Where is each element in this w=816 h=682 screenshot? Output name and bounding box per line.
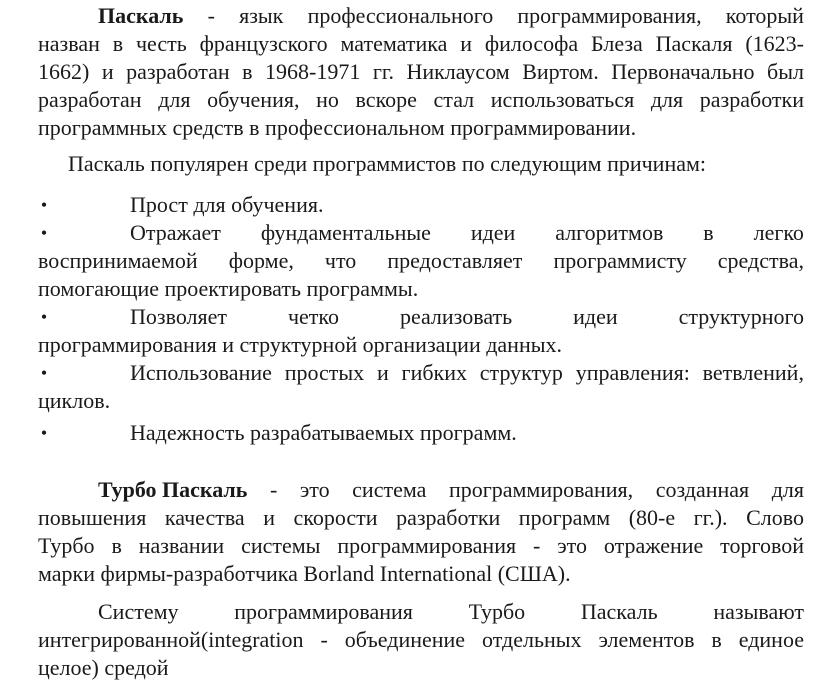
text-line — [130, 303, 804, 331]
word: 1968-1971 — [265, 59, 361, 84]
word: это — [557, 533, 588, 558]
word: для — [771, 477, 804, 502]
word: - — [320, 627, 328, 652]
word: Турбо — [38, 533, 95, 558]
word: разработки — [699, 87, 804, 112]
bullet-icon: • — [40, 195, 48, 215]
text-line — [38, 58, 804, 86]
word: французского — [199, 31, 328, 56]
word: гг.). — [693, 505, 728, 530]
word: повышения — [38, 505, 147, 530]
word: качества — [164, 505, 245, 530]
word: математика — [340, 31, 448, 56]
list-item — [38, 191, 804, 219]
word: управления: — [575, 360, 690, 385]
paragraph-pascal-intro — [38, 2, 804, 142]
text-line — [130, 419, 804, 447]
text-line — [38, 504, 804, 532]
word: обучения, — [207, 87, 300, 112]
word: в — [112, 31, 124, 56]
text: программирования и структурной организации данных. — [38, 332, 563, 357]
word: программирования, — [448, 477, 634, 502]
text-line — [38, 654, 804, 682]
paragraph-integrated-environment — [38, 598, 804, 682]
text-line — [38, 247, 804, 275]
word: Паскаль — [580, 599, 658, 624]
word: (1623- — [745, 31, 804, 56]
word: программирования, — [517, 3, 702, 28]
word: Турбо — [468, 599, 526, 624]
word: Первоначально — [611, 59, 755, 84]
text: помогающие проектировать программы. — [38, 276, 419, 301]
word: гибких — [401, 360, 467, 385]
word: для — [650, 87, 684, 112]
text-line — [38, 331, 804, 359]
word: 1662) — [38, 59, 90, 84]
word: Отражает — [130, 220, 221, 245]
word: отдельных — [482, 627, 582, 652]
word: использоваться — [490, 87, 635, 112]
word: программирования — [337, 533, 517, 558]
word: программирования — [234, 599, 413, 624]
paragraph-turbo-pascal — [38, 476, 804, 588]
text-line — [130, 359, 804, 387]
word: вскоре — [355, 87, 417, 112]
bullet-icon: • — [40, 223, 48, 243]
text-line — [38, 30, 804, 58]
word: - — [269, 477, 278, 502]
text-line — [68, 150, 804, 178]
word: называют — [713, 599, 804, 624]
word: названии — [138, 533, 225, 558]
word: созданная — [655, 477, 750, 502]
text-line — [130, 191, 804, 219]
word: Позволяет — [130, 304, 228, 329]
word: Использование — [130, 360, 272, 385]
word: для — [158, 87, 191, 112]
word: что — [324, 248, 357, 273]
word: в — [242, 59, 253, 84]
text: программных средств в профессиональном программировании. — [38, 115, 637, 140]
bullet-icon: • — [40, 423, 48, 443]
paragraph-reasons-intro — [38, 150, 804, 178]
word: профессионального — [307, 3, 494, 28]
word: - — [533, 533, 541, 558]
list-item — [38, 359, 804, 415]
text-line — [98, 2, 804, 30]
word: и — [460, 31, 472, 56]
word: но — [316, 87, 339, 112]
text: циклов. — [38, 388, 111, 413]
word: ветвлений, — [702, 360, 804, 385]
word: предоставляет — [387, 248, 523, 273]
word: структурного — [678, 304, 804, 329]
list-item — [38, 303, 804, 359]
word: философа — [484, 31, 579, 56]
word: в — [703, 220, 714, 245]
word: четко — [287, 304, 339, 329]
word: гг. — [372, 59, 394, 84]
text-line — [38, 387, 804, 415]
word: Паскаля — [655, 31, 733, 56]
word: Систему — [98, 599, 179, 624]
word: был — [767, 59, 804, 84]
word: Блеза — [591, 31, 643, 56]
text-line — [38, 532, 804, 560]
word: разработан — [38, 87, 142, 112]
word: воспринимаемой — [38, 248, 198, 273]
word: система — [352, 477, 427, 502]
word: программисту — [553, 248, 687, 273]
word: и — [376, 360, 389, 385]
word: элементов — [598, 627, 695, 652]
word: легко — [753, 220, 804, 245]
word: торговой — [720, 533, 804, 558]
word: - — [207, 3, 215, 28]
word: интегрированной(integration — [38, 627, 304, 652]
word: который — [725, 3, 804, 28]
word: системы — [241, 533, 321, 558]
word: форме, — [228, 248, 294, 273]
word: реализовать — [399, 304, 513, 329]
word: структур — [479, 360, 563, 385]
list-item — [38, 419, 804, 447]
text-line — [130, 219, 804, 247]
text-line — [38, 626, 804, 654]
list-item — [38, 219, 804, 303]
word: программ — [518, 505, 611, 530]
text-line — [38, 86, 804, 114]
word: (80-е — [628, 505, 676, 530]
word: Виртом. — [522, 59, 599, 84]
word: идеи — [573, 304, 618, 329]
word: алгоритмов — [555, 220, 664, 245]
reasons-list — [38, 191, 804, 447]
word: и — [101, 59, 114, 84]
word: разработан — [126, 59, 230, 84]
text: марки фирмы-разработчика Borland International (США). — [38, 561, 571, 586]
word: идеи — [470, 220, 516, 245]
word: средства, — [717, 248, 804, 273]
word: честь — [135, 31, 187, 56]
word: фундаментальные — [260, 220, 431, 245]
text: Прост для обучения. — [130, 192, 324, 217]
word: единое — [738, 627, 804, 652]
text: Надежность разрабатываемых программ. — [130, 420, 517, 445]
bullet-icon: • — [40, 363, 48, 383]
text-line — [38, 114, 804, 142]
bullet-icon: • — [40, 307, 48, 327]
word: в — [111, 533, 122, 558]
text-line — [38, 275, 804, 303]
text: целое) средой — [38, 655, 169, 680]
term-turbo-pascal: Турбо Паскаль — [98, 477, 248, 502]
word: отражение — [603, 533, 704, 558]
word: стал — [433, 87, 475, 112]
word: Никлаусом — [406, 59, 510, 84]
word: простых — [284, 360, 365, 385]
word: назван — [38, 31, 100, 56]
word: язык — [239, 3, 284, 28]
word: и — [263, 505, 275, 530]
word: скорости — [293, 505, 378, 530]
text-line — [98, 598, 804, 626]
word: Слово — [746, 505, 804, 530]
text-line — [38, 560, 804, 588]
word: в — [711, 627, 722, 652]
text-line — [98, 476, 804, 504]
word: разработки — [396, 505, 501, 530]
word: объединение — [344, 627, 466, 652]
term-pascal: Паскаль — [98, 3, 184, 28]
text: Паскаль популярен среди программистов по следующим причинам: — [68, 151, 707, 176]
word: это — [299, 477, 330, 502]
